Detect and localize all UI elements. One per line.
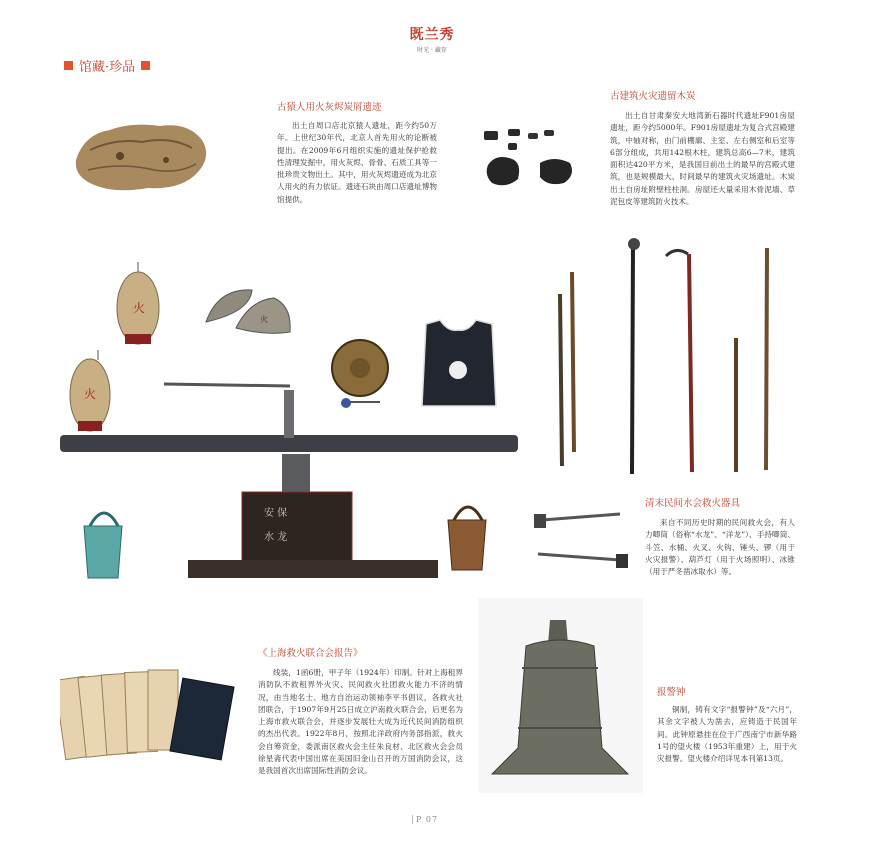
svg-text:安 保: 安 保 [264, 508, 288, 519]
hat-icon [206, 290, 290, 333]
svg-text:水 龙: 水 龙 [264, 532, 288, 543]
svg-text:火: 火 [133, 301, 146, 315]
vest-icon [422, 320, 496, 406]
section-heading [64, 56, 150, 75]
item-body-tools: 来自不同历史时期的民间救火会，有人力唧筒（俗称“水龙”、“洋龙”）、手持唧筒、斗笠、水桶、火叉、火钩、锤头、锣（用于火灾报警）、葫芦灯（用于火场照明）、冰锥（用于严冬凿冰取水）等。 [645, 518, 795, 577]
report-books-image [60, 668, 240, 768]
hammer-icon [534, 514, 628, 568]
gong-icon [332, 340, 388, 408]
item-title-ash: 古猿人用火灰烬炭屑遗迹 [277, 102, 382, 113]
alarm-bell-image [478, 598, 643, 793]
section-title: 馆藏·珍品 [79, 60, 136, 75]
svg-text:火: 火 [84, 387, 97, 401]
square-marker-icon [64, 61, 73, 70]
logo-subtitle: 时光 · 藏存 [417, 47, 447, 54]
logo-text: 既兰秀 [409, 27, 455, 43]
item-title-bell: 报警钟 [657, 687, 686, 698]
item-body-bell: 铜制，铸有文字“报警钟”及“六月”，其余文字被人为凿去，应铸造于民国年间。此钟原悬挂在位于广西南宁市新华路1号的望火楼（1953年重建）上，用于火灾报警。望火楼介绍详见本刊第13页。 [657, 705, 797, 764]
item-title-report: 《上海救火联合会报告》 [258, 648, 363, 659]
square-marker-icon [141, 61, 150, 70]
item-body-charcoal: 出土自甘肃秦安大地湾新石器时代遗址F901房屋遗址，距今约5000年。F901房屋遗址为复合式宫殿建筑，中轴对称，由门前棚廓、主室、左右侧室和后室等6部分组成，共用142根木柱，建筑总高6—7米，建筑面积达420平方米，是我国目前出土的最早的宫殿式建筑，也是规模最大、时间最早的建筑火灾场遗址。木炭出土自房址附壁柱柱洞。房屋还大量采用木骨泥墙、草泥包皮等建筑防火技术。 [610, 111, 795, 207]
hand-pump-icon [60, 384, 518, 578]
page-number: P 07 [412, 815, 438, 824]
magazine-logo [402, 24, 462, 54]
fire-pole-icon [560, 238, 767, 474]
item-title-charcoal: 古建筑火灾遗留木炭 [610, 91, 696, 102]
item-title-tools: 清末民间水会救火器具 [645, 498, 741, 509]
item-body-report: 线装，1函6册，甲子年（1924年）印制。针对上海租界消防队不救租界外火灾、民间救火社团救火能力不济的情况，由当地名士、地方自治运动领袖李平书倡议，各救火社团联合，于1907年9月25日成立沪南救火联合会，后更名为上海市救火联合会，并逐步发展壮大成为近代民间消防组织的杰出代表。1922年8月，按照北洋政府内务部指派，救火会自筹资金，委派南区救火会主任朱良材、北区救火会会员徐星斋代表中国出席在美国旧金山召开的万国消防会议，这是我国首次出席国际性消防会议。 [258, 668, 463, 776]
ash-relic-image [70, 120, 215, 195]
svg-text:火: 火 [260, 315, 268, 324]
item-body-ash: 出土自周口店北京猿人遗址，距今约50万年。上世纪30年代，北京人首先用火的论断被提出。在2009年6月组织实施的遗址保护抢救性清理发掘中，用火灰烬、骨骨、石质工具等一批珍贵文物出土。其中，用火灰烬遗迹成为北京人用火的有力依证。遗迹石块由周口店遗址博物馆提供。 [277, 121, 437, 204]
lantern-icon [70, 262, 159, 431]
charcoal-image [478, 125, 578, 190]
